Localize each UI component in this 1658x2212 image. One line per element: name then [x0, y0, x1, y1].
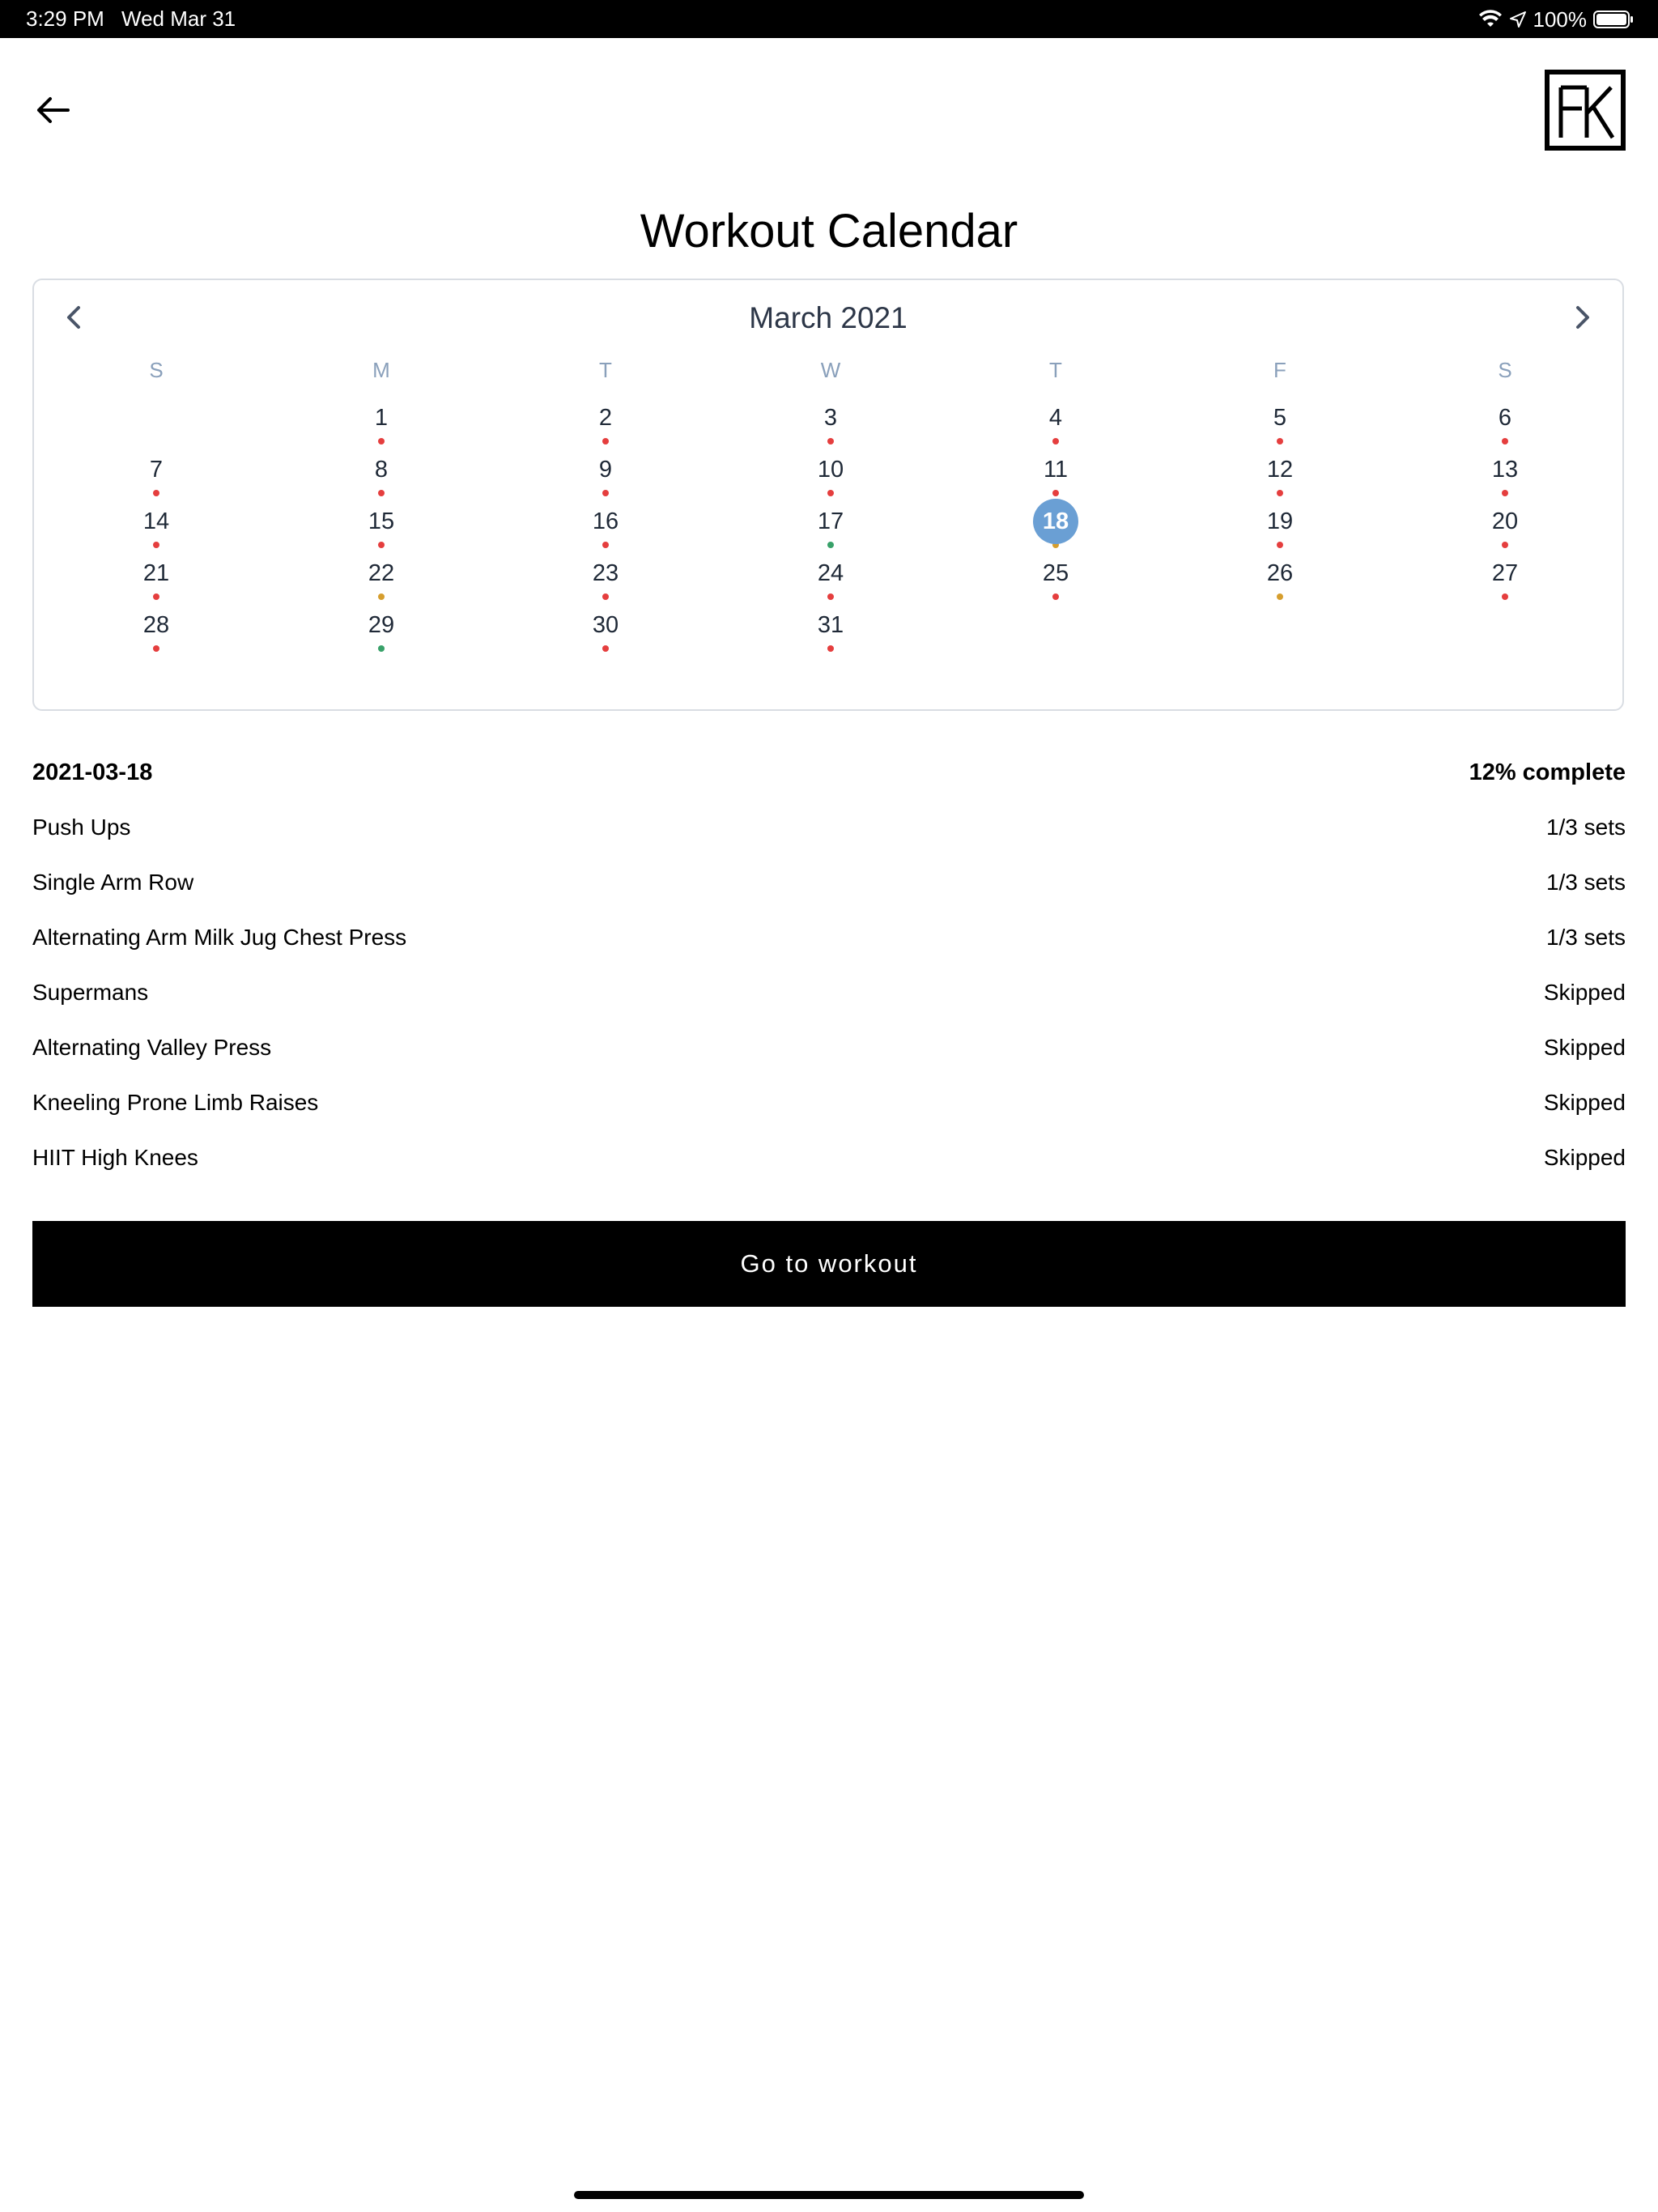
brand-logo [1545, 70, 1626, 151]
calendar-day-number: 29 [368, 612, 395, 638]
calendar-day-number: 24 [817, 560, 844, 586]
weekday-header: M [372, 358, 390, 382]
calendar [32, 279, 1624, 711]
battery-percent: 100% [1533, 6, 1587, 32]
exercise-name: Alternating Arm Milk Jug Chest Press [32, 925, 407, 950]
calendar-day-number: 8 [374, 457, 389, 483]
calendar-day-number: 19 [1266, 508, 1294, 534]
calendar-day[interactable] [1248, 541, 1312, 606]
calendar-day-number: 31 [817, 612, 844, 638]
exercise-status: 1/3 sets [1545, 870, 1626, 895]
calendar-day-number: 14 [142, 508, 170, 534]
calendar-day-number: 17 [817, 508, 844, 534]
calendar-day-number: 30 [592, 612, 619, 638]
status-dot [1052, 593, 1059, 600]
weekday-header: T [1049, 358, 1062, 382]
exercise-name: Alternating Valley Press [32, 1035, 272, 1060]
selected-date: 2021-03-18 [32, 759, 153, 785]
arrow-left-icon [32, 94, 73, 126]
battery-icon [1593, 10, 1634, 29]
calendar-day-number: 9 [598, 457, 613, 483]
home-indicator [574, 2191, 1084, 2199]
calendar-day-number: 27 [1491, 560, 1519, 586]
calendar-day-number: 15 [368, 508, 395, 534]
calendar-day-number: 6 [1498, 405, 1512, 431]
status-dot [153, 645, 159, 652]
back-button[interactable] [32, 94, 73, 126]
page-title: Workout Calendar [640, 205, 1018, 257]
calendar-day-number: 12 [1266, 457, 1294, 483]
calendar-day-number: 26 [1266, 560, 1294, 586]
calendar-day-number: 3 [823, 405, 838, 431]
status-dot [1502, 593, 1508, 600]
calendar-day[interactable] [1023, 489, 1088, 554]
calendar-day[interactable] [349, 593, 414, 657]
exercise-name: Kneeling Prone Limb Raises [32, 1090, 319, 1115]
calendar-day-number: 1 [374, 405, 389, 431]
exercise-status: 1/3 sets [1545, 815, 1626, 840]
calendar-day-number: 22 [368, 560, 395, 586]
calendar-day[interactable] [124, 593, 189, 657]
status-time: 3:29 PM [26, 6, 104, 31]
weekday-header: W [820, 358, 841, 382]
calendar-day-number: 23 [592, 560, 619, 586]
calendar-day-number: 18 [1023, 489, 1088, 554]
calendar-day[interactable] [573, 593, 638, 657]
calendar-day[interactable] [798, 593, 863, 657]
weekday-header: F [1273, 358, 1286, 382]
go-to-workout-button[interactable]: Go to workout [32, 1221, 1626, 1307]
calendar-day-number: 13 [1491, 457, 1519, 483]
chevron-right-icon [1566, 301, 1598, 334]
calendar-day-number: 7 [149, 457, 164, 483]
exercise-status: Skipped [1543, 1145, 1626, 1170]
calendar-day-number: 16 [592, 508, 619, 534]
wifi-icon [1478, 10, 1503, 29]
exercise-status: Skipped [1543, 1035, 1626, 1060]
status-icons [1478, 5, 1635, 34]
calendar-day-number: 11 [1043, 457, 1069, 483]
calendar-day-number: 25 [1042, 560, 1069, 586]
exercise-name: HIIT High Knees [32, 1145, 198, 1170]
location-icon [1509, 11, 1527, 28]
weekday-header: S [149, 358, 164, 382]
calendar-day[interactable] [1473, 541, 1537, 606]
calendar-day-number: 2 [598, 405, 613, 431]
status-dot [602, 645, 609, 652]
calendar-day-number: 4 [1048, 405, 1063, 431]
status-dot [1277, 593, 1283, 600]
calendar-month-label: March 2021 [749, 301, 908, 334]
exercise-status: 1/3 sets [1545, 925, 1626, 950]
weekday-header: S [1498, 358, 1512, 382]
weekday-header: T [599, 358, 612, 382]
calendar-day-number: 28 [142, 612, 170, 638]
status-dot [827, 645, 834, 652]
status-dot [378, 645, 385, 652]
status-date: Wed Mar 31 [121, 6, 236, 31]
exercise-status: Skipped [1543, 1090, 1626, 1115]
calendar-day-number: 21 [142, 560, 170, 586]
calendar-day-number: 20 [1491, 508, 1519, 534]
calendar-day-number: 10 [817, 457, 844, 483]
completion-percent: 12% complete [1469, 759, 1626, 785]
exercise-name: Supermans [32, 980, 149, 1005]
next-month-button[interactable] [1566, 301, 1598, 334]
exercise-name: Single Arm Row [32, 870, 194, 895]
calendar-day-number: 5 [1273, 405, 1287, 431]
status-bar [0, 0, 1658, 38]
exercise-name: Push Ups [32, 815, 131, 840]
exercise-status: Skipped [1543, 980, 1626, 1005]
